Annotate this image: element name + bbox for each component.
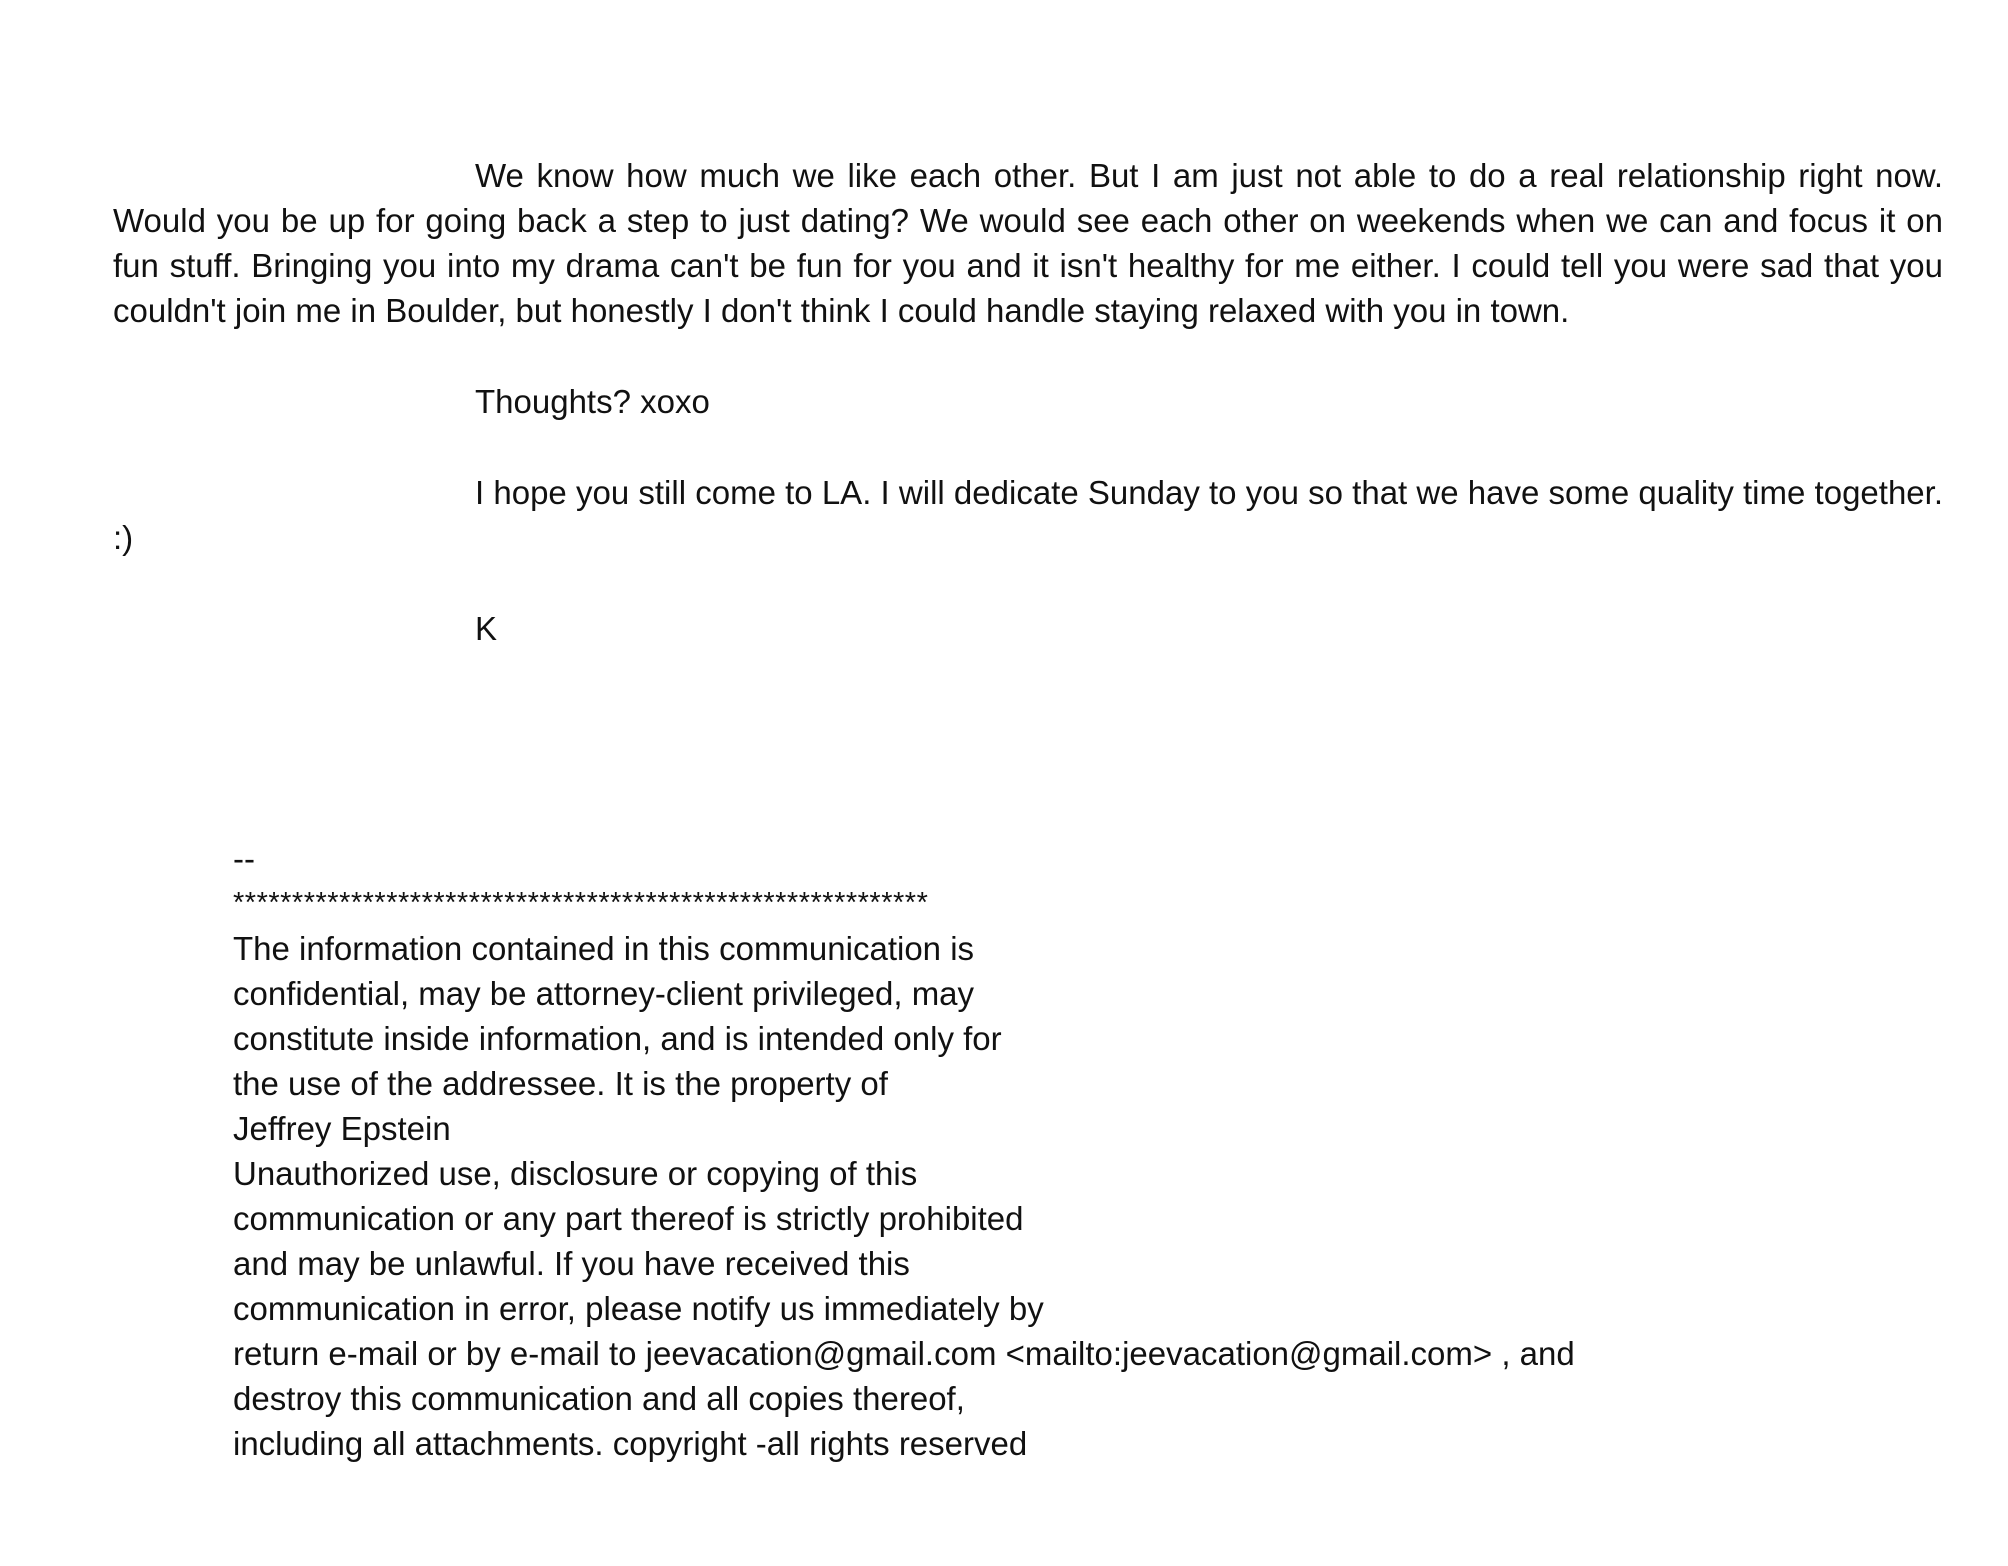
signature-separator: -- xyxy=(233,840,255,877)
disclaimer-line: communication or any part thereof is strictly prohibited xyxy=(233,1200,1024,1237)
signature-stars-divider: *********************************************************** xyxy=(233,887,929,919)
disclaimer-owner-name: Jeffrey Epstein xyxy=(233,1110,451,1147)
disclaimer-line: including all attachments. copyright -all rights reserved xyxy=(233,1425,1028,1462)
disclaimer-email-line: return e-mail or by e-mail to jeevacation@gmail.com <mailto:jeevacation@gmail.com> , and xyxy=(233,1335,1575,1372)
disclaimer-line: and may be unlawful. If you have received this xyxy=(233,1245,910,1282)
email-signoff: K xyxy=(475,610,498,647)
email-paragraph-main: We know how much we like each other. But I am just not able to do a real relationship right now. Would you be up for going back a step to just dating? We would see each other on weekends when we can and focus it on fun stuff. Bringing you into my drama can't be fun for you and it isn't healthy for me either. I could tell you were sad that you couldn't join me in Boulder, but honestly I don't think I could handle staying relaxed with you in town. xyxy=(113,157,1943,329)
confidentiality-signature xyxy=(233,836,1933,1466)
disclaimer-line: destroy this communication and all copies thereof, xyxy=(233,1380,965,1417)
email-paragraph-la: I hope you still come to LA. I will dedicate Sunday to you so that we have some quality time together. :) xyxy=(113,474,1943,556)
disclaimer-line: the use of the addressee. It is the property of xyxy=(233,1065,888,1102)
disclaimer-line: The information contained in this communication is xyxy=(233,930,975,967)
disclaimer-line: communication in error, please notify us immediately by xyxy=(233,1290,1044,1327)
disclaimer-line: Unauthorized use, disclosure or copying of this xyxy=(233,1155,918,1192)
disclaimer-line: confidential, may be attorney-client privileged, may xyxy=(233,975,975,1012)
email-paragraph-thoughts: Thoughts? xoxo xyxy=(475,383,710,420)
disclaimer-line: constitute inside information, and is intended only for xyxy=(233,1020,1002,1057)
